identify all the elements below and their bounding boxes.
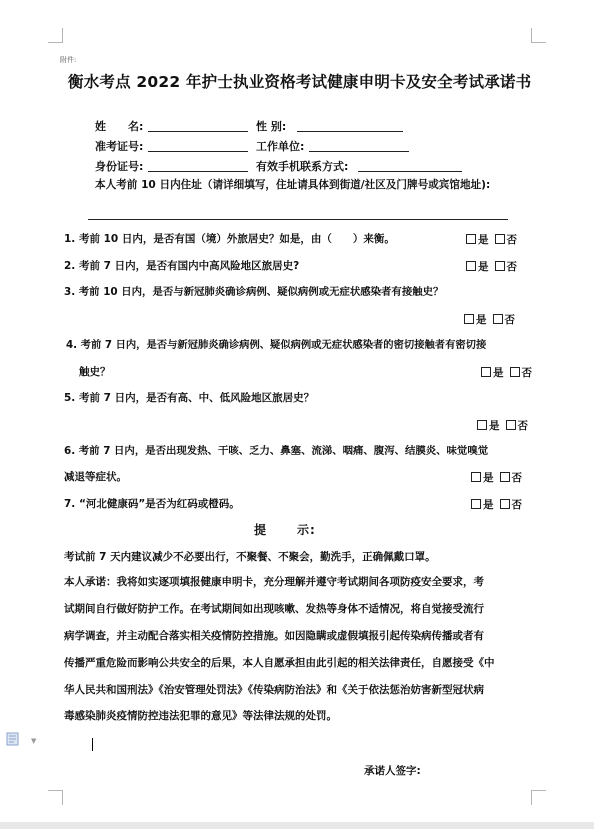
page-corner-mark: [48, 28, 63, 43]
no-label: 否: [511, 499, 522, 511]
page-corner-mark: [531, 790, 546, 805]
attachment-label: 附件:: [60, 56, 77, 64]
no-label: 否: [521, 367, 532, 379]
no-label: 否: [517, 420, 528, 432]
chevron-down-icon[interactable]: ▼: [31, 737, 37, 745]
question-2-options: [466, 261, 517, 273]
question-6: 6. 考前 7 日内，是否出现发热、干咳、乏力、鼻塞、流涕、咽痛、腹泻、结膜炎、味觉嗅觉: [64, 445, 489, 457]
yes-checkbox[interactable]: [477, 420, 487, 430]
pledge-line: 毒感染肺炎疫情防控违法犯罪的意见》等法律法规的处罚。: [64, 710, 337, 722]
no-checkbox[interactable]: [495, 234, 505, 244]
no-checkbox[interactable]: [495, 261, 505, 271]
ticket-number-field[interactable]: [148, 151, 248, 152]
employer-field[interactable]: [309, 151, 409, 152]
phone-label: 有效手机联系方式:: [256, 160, 349, 173]
employer-label: 工作单位:: [256, 140, 305, 153]
question-6-continued: 减退等症状。: [64, 471, 127, 483]
phone-field[interactable]: [358, 171, 462, 172]
address-label: 本人考前 10 日内住址（请详细填写，住址请具体到街道/社区及门牌号或宾馆地址):: [95, 179, 491, 191]
address-field[interactable]: [88, 219, 508, 220]
page-corner-mark: [531, 28, 546, 43]
question-3-options: [464, 314, 515, 326]
pledge-line: 试期间自行做好防护工作。在考试期间如出现咳嗽、发热等身体不适情况，将自觉接受流行: [64, 603, 484, 615]
question-4: 4. 考前 7 日内，是否与新冠肺炎确诊病例、疑似病例或无症状感染者的密切接触者有密切接: [66, 339, 487, 351]
gender-field[interactable]: [297, 131, 403, 132]
hint-heading-right: 示:: [297, 523, 316, 537]
no-checkbox[interactable]: [510, 367, 520, 377]
question-1-options: [466, 234, 517, 246]
question-3: 3. 考前 10 日内，是否与新冠肺炎确诊病例、疑似病例或无症状感染者有接触史？: [64, 286, 444, 298]
question-4-continued: 触史？: [79, 366, 111, 378]
no-label: 否: [506, 261, 517, 273]
pledge-line: 本人承诺：我将如实逐项填报健康申明卡，充分理解并遵守考试期间各项防疫安全要求，考: [64, 576, 484, 588]
no-label: 否: [511, 472, 522, 484]
question-7: 7. “河北健康码”是否为红码或橙码。: [64, 498, 240, 510]
question-4-options: [481, 367, 532, 379]
yes-label: 是: [493, 367, 504, 379]
ticket-number-label: 准考证号:: [95, 140, 144, 153]
advice-text: 考试前 7 天内建议减少不必要出行，不聚餐、不聚会，勤洗手，正确佩戴口罩。: [64, 551, 436, 563]
no-checkbox[interactable]: [500, 499, 510, 509]
pledge-line: 病学调查，并主动配合落实相关疫情防控措施。如因隐瞒或虚假填报引起传染病传播或者有: [64, 630, 484, 642]
yes-checkbox[interactable]: [471, 472, 481, 482]
question-5: 5. 考前 7 日内，是否有高、中、低风险地区旅居史？: [64, 392, 315, 404]
question-5-options: [477, 420, 528, 432]
no-checkbox[interactable]: [500, 472, 510, 482]
yes-label: 是: [478, 261, 489, 273]
yes-checkbox[interactable]: [464, 314, 474, 324]
pledge-line: 传播严重危险而影响公共安全的后果，本人自愿承担由此引起的相关法律责任，自愿接受《中: [64, 657, 495, 669]
no-checkbox[interactable]: [493, 314, 503, 324]
id-number-field[interactable]: [148, 171, 248, 172]
pledge-line: 华人民共和国刑法》《治安管理处罚法》《传染病防治法》和《关于依法惩治妨害新型冠状病: [64, 684, 484, 696]
no-checkbox[interactable]: [506, 420, 516, 430]
hint-heading-left: 提: [254, 523, 268, 537]
no-label: 否: [504, 314, 515, 326]
yes-label: 是: [476, 314, 487, 326]
question-7-options: [471, 499, 522, 511]
yes-checkbox[interactable]: [481, 367, 491, 377]
yes-label: 是: [483, 499, 494, 511]
id-number-label: 身份证号:: [95, 160, 144, 173]
question-1: 1. 考前 10 日内，是否有国（境）外旅居史？如是，由（ ）来衡。: [64, 233, 395, 245]
yes-checkbox[interactable]: [466, 261, 476, 271]
name-field[interactable]: [148, 131, 248, 132]
document-icon[interactable]: [6, 732, 20, 746]
question-6-options: [471, 472, 522, 484]
name-label: 姓 名:: [95, 120, 144, 133]
yes-checkbox[interactable]: [466, 234, 476, 244]
page-corner-mark: [48, 790, 63, 805]
yes-checkbox[interactable]: [471, 499, 481, 509]
yes-label: 是: [483, 472, 494, 484]
yes-label: 是: [489, 420, 500, 432]
signature-label: 承诺人签字:: [364, 765, 421, 777]
no-label: 否: [506, 234, 517, 246]
editor-background: [0, 822, 594, 829]
question-2: 2. 考前 7 日内，是否有国内中高风险地区旅居史?: [64, 260, 300, 272]
yes-label: 是: [478, 234, 489, 246]
text-cursor: [92, 738, 93, 751]
document-title: 衡水考点 2022 年护士执业资格考试健康申明卡及安全考试承诺书: [68, 73, 532, 91]
hint-heading: [254, 524, 316, 536]
gender-label: 性 别:: [256, 120, 287, 133]
